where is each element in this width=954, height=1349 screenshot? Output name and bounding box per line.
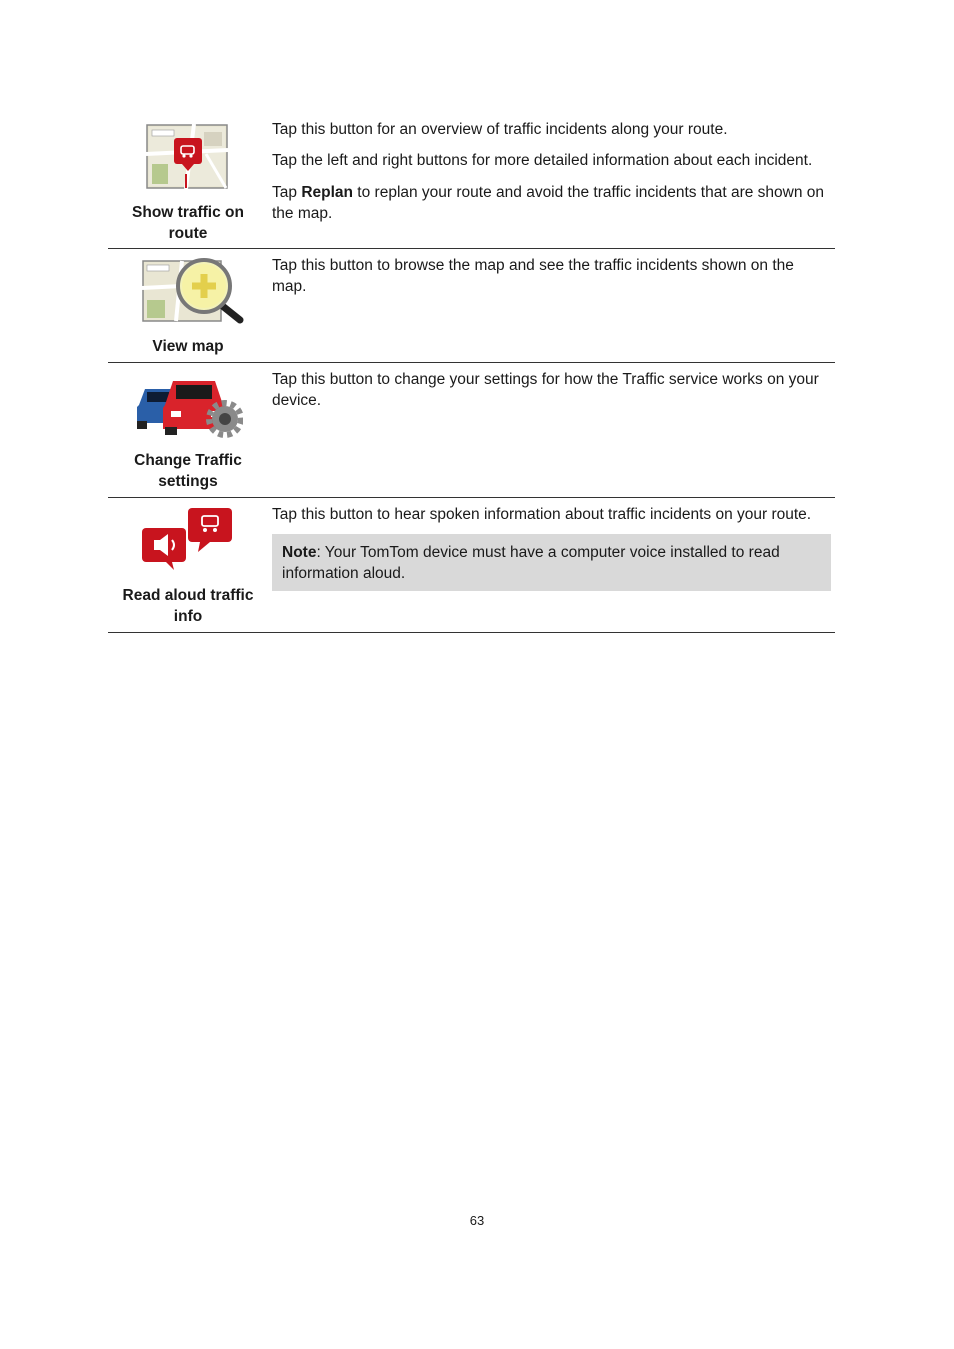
button-label [108,585,268,627]
replan-keyword: Replan [301,184,353,201]
description [272,369,832,411]
page-number: 63 [469,1213,485,1228]
label-line: View map [152,338,224,355]
paragraph: Tap this button for an overview of traffic incidents along your route. [272,121,728,138]
paragraph: Tap this button to hear spoken information about traffic incidents on your route. [272,506,812,523]
note-label: Note [282,544,317,561]
label-line: info [173,608,203,625]
table-row-change-traffic-settings [108,363,835,498]
label-line: route [168,225,208,242]
speech-bubbles-speaker-icon[interactable] [140,506,236,572]
button-label [108,202,268,244]
description [272,255,832,297]
label-line: settings [158,473,218,490]
icon-column [108,498,268,632]
description [272,504,832,591]
table-row-show-traffic [108,113,835,249]
paragraph [272,182,832,224]
icon-column [108,249,268,362]
label-line: Read aloud traffic [122,587,254,604]
button-label [108,450,268,492]
text-span: to replan your route and avoid the traffic incidents that are shown on the map. [272,184,825,222]
icon-column [108,363,268,497]
map-magnifier-icon[interactable] [142,256,244,324]
paragraph: Tap the left and right buttons for more detailed information about each incident. [272,152,813,169]
note-box [272,534,831,591]
label-line: Show traffic on [132,204,244,221]
cars-gear-icon[interactable] [135,375,243,439]
text-span: Tap [272,184,302,201]
button-label [108,336,268,357]
table-row-read-aloud-traffic [108,498,835,633]
label-line: Change Traffic [134,452,242,469]
table-row-view-map [108,249,835,363]
note-text: : Your TomTom device must have a computer voice installed to read information aloud. [282,544,780,582]
description [272,119,832,224]
paragraph: Tap this button to change your settings for how the Traffic service works on your device. [272,371,819,409]
map-traffic-marker-icon[interactable] [146,124,228,189]
paragraph: Tap this button to browse the map and see the traffic incidents shown on the map. [272,257,794,295]
icon-column [108,113,268,248]
button-table [108,113,835,633]
